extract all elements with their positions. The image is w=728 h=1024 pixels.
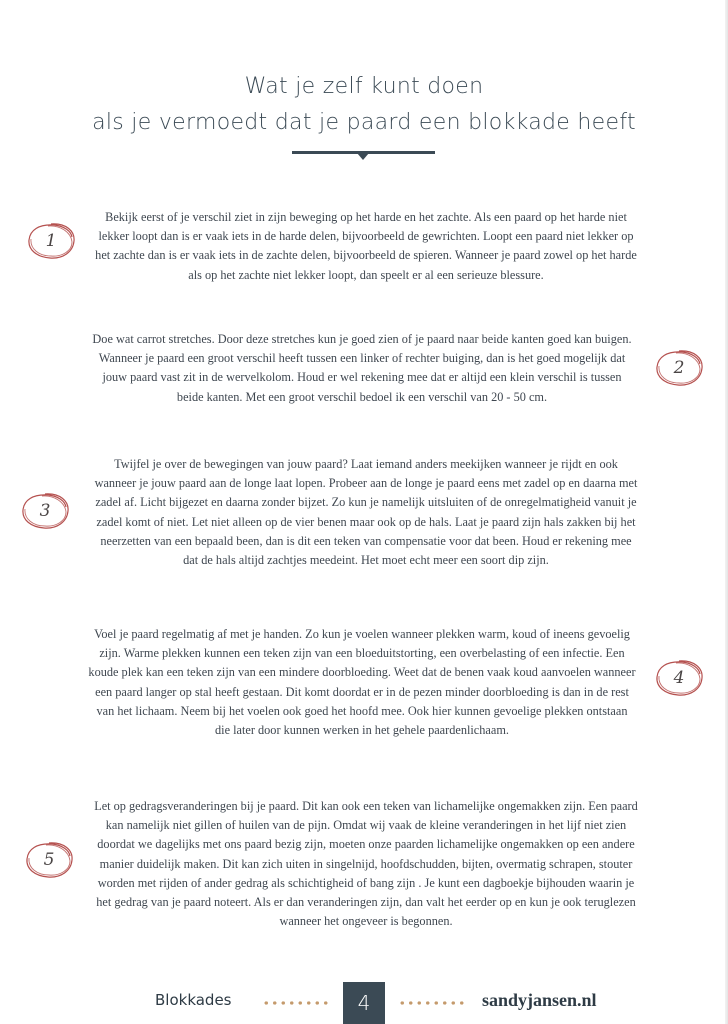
divider-notch-icon [357,153,369,160]
footer-section-title: Blokkades [155,991,232,1009]
tip-paragraph-3: Twijfel je over de bewegingen van jouw paard? Laat iemand anders meekijken wanneer je rijdt en ook wanneer je jouw paard aan de longe laat lopen. Probeer aan de longe je paard eens met zadel op en daarna met zadel af. Licht bijgezet en daarna zonder bijzet. Zo kun je namelijk uitsluiten of de onregelmatigheid vanuit je zadel komt of niet. Let niet alleen op de vier benen maar ook op de hals. Laat je paard zijn hals zakken bij het neerzetten van een bepaald been, dan is dit een teken van compensatie voor dat been. Houd er rekening mee dat de hals altijd zachtjes meedeint. Het moet echt meer een soort dip zijn. [94,457,638,568]
tip-number-badge-1 [24,220,78,262]
page-number: 4 [357,991,371,1015]
tip-number-badge-5 [22,839,76,881]
tip-paragraph-4: Voel je paard regelmatig af met je handen. Zo kun je voelen wanneer plekken warm, koud of ineens gevoelig zijn. Warme plekken kunnen een teken zijn van een bloeduitstorting, een overbelasting of een infectie. Een koude plek kan een teken zijn van een mindere doorbloeding. Weet dat de benen vaak koud aanvoelen wanneer een paard langer op stal heeft gestaan. Dit komt doordat er in de pezen minder doorbloeding is dan in de rest van het lichaam. Neem bij het voelen ook goed het hoofd mee. Ook hier kunnen gevoelige plekken ontstaan die later door kunnen werken in het gehele paardenlichaam. [88,627,636,738]
page-number-box [343,982,385,1024]
tip-paragraph-5: Let op gedragsveranderingen bij je paard. Dit kan ook een teken van lichamelijke ongemakken zijn. Een paard kan namelijk niet gillen of huilen van de pijn. Omdat wij vaak de kleine veranderingen in het lijf niet zien doordat we dagelijks met ons paard bezig zijn, moeten onze paarden lichamelijke ongemakken op een andere manier duidelijk maken. Dit kan zich uiten in singelnijd, hoofdschudden, bijten, overmatig schrapen, stouter worden met rijden of ander gedrag als schichtigheid of bang zijn . Je kunt een dagboekje bijhouden waarin je het gedrag van je paard noteert. Als er dan veranderingen zijn, dan valt het eerder op en kun je ook teruglezen wanneer het ongeveer is begonnen. [94,799,638,929]
footer-dots-left [262,1001,330,1005]
footer-dots-right [398,1001,466,1005]
tip-number: 1 [45,231,57,251]
page-title-line-2: als je vermoedt dat je paard een blokkade heeft [92,110,636,135]
tip-number: 4 [673,668,685,688]
tip-number-badge-4 [652,657,706,699]
page-title-line-1: Wat je zelf kunt doen [244,74,484,99]
tip-number: 3 [39,501,51,521]
tip-paragraph-2: Doe wat carrot stretches. Door deze stretches kun je goed zien of je paard naar beide kanten goed kan buigen. Wanneer je paard een groot verschil heeft tussen een linker of rechter buiging, dan is het goed mogelijk dat jouw paard vast zit in de wervelkolom. Houd er wel rekening mee dat er altijd een klein verschil is tussen beide kanten. Met een groot verschil bedoel ik een verschil van 20 - 50 cm. [92,332,632,404]
tip-number-badge-2 [652,347,706,389]
tip-paragraph-1: Bekijk eerst of je verschil ziet in zijn beweging op het harde en het zachte. Als een paard op het harde niet lekker loopt dan is er vaak iets in de harde delen, bijvoorbeeld de gewrichten. Loopt een paard niet lekker op het zachte dan is er vaak iets in de zachte delen, bijvoorbeeld de spieren. Wanneer je paard zowel op het harde als op het zachte niet lekker loopt, dan speelt er al een serieuze blessure. [95,210,637,282]
footer-website[interactable]: sandyjansen.nl [482,990,597,1010]
tip-number-badge-3 [18,490,72,532]
tip-number: 5 [43,850,55,870]
tip-number: 2 [673,358,685,378]
